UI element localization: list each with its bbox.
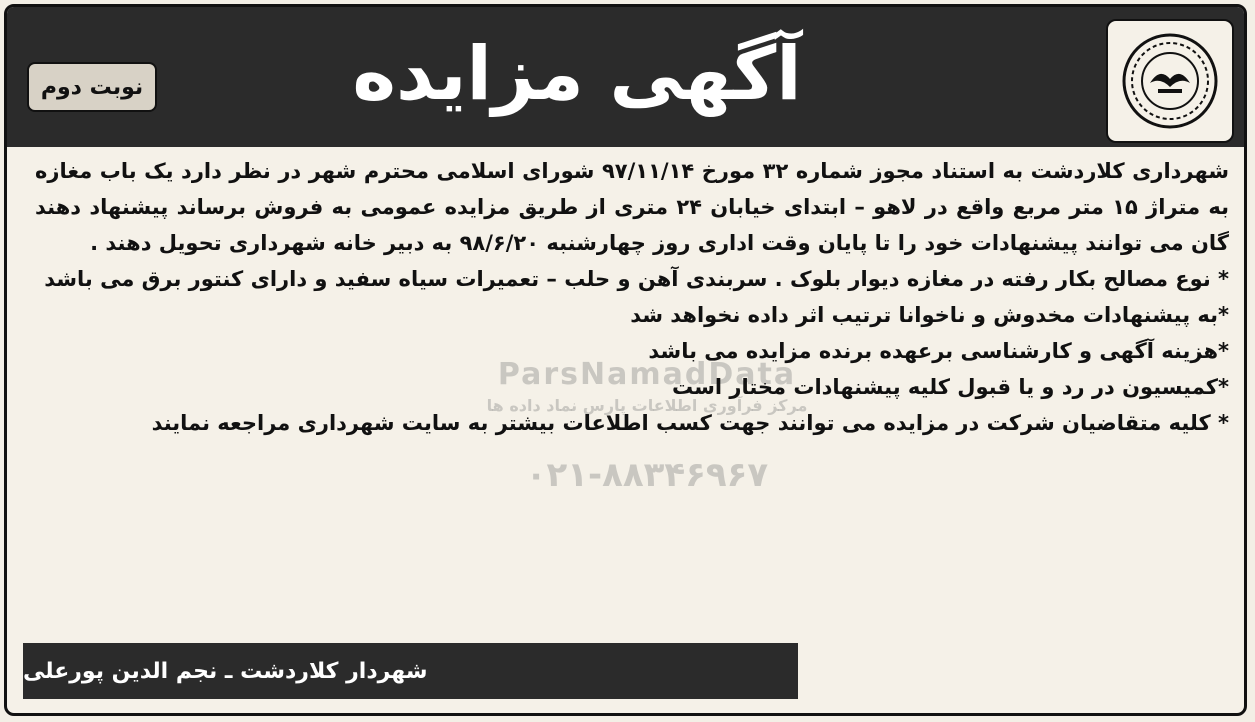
watermark-phone: ۰۲۱-۸۸۳۴۶۹۶۷ bbox=[525, 455, 769, 495]
commission-note: *کمیسیون در رد و یا قبول کلیه پیشنهادات مختار است bbox=[671, 375, 1229, 399]
invalid-offers-note: *به پیشنهادات مخدوش و ناخوانا ترتیب اثر داده نخواهد شد bbox=[630, 303, 1229, 327]
costs-note: *هزینه آگهی و کارشناسی برعهده برنده مزایده می باشد bbox=[648, 339, 1229, 363]
materials-note: * نوع مصالح بکار رفته در مغازه دیوار بلوک . سربندی آهن و حلب – تعمیرات سیاه سفید و دارای کنتور برق می باشد bbox=[44, 267, 1229, 291]
signature-text: شهردار کلاردشت ـ نجم الدین پورعلی bbox=[23, 658, 428, 684]
watermark-subtitle: مرکز فرآوری اطلاعات پارس نماد داده ها bbox=[486, 396, 808, 415]
header-band bbox=[7, 7, 1244, 147]
notice-title: آگهی مزایده bbox=[352, 31, 802, 117]
notice-frame bbox=[4, 4, 1247, 716]
round-badge: نوبت دوم bbox=[27, 62, 157, 112]
notice-body bbox=[35, 153, 1229, 633]
municipality-seal-icon bbox=[1106, 19, 1234, 143]
watermark-brand: ParsNamadData bbox=[497, 357, 797, 392]
signature-band bbox=[23, 643, 798, 699]
main-paragraph: شهرداری کلاردشت به استناد مجوز شماره ۳۲ مورخ ۹۷/۱۱/۱۴ شورای اسلامی محترم شهر در نظر دارد یک باب مغازه به متراژ ۱۵ متر مربع واقع در لاهو – ابتدای خیابان ۲۴ متری از طریق مزایده عمومی به فروش برساند پیشنهاد دهند گان می توانند پیشنهادات خود را تا پایان وقت اداری روز چهارشنبه ۹۸/۶/۲۰ به دبیر خانه شهرداری تحویل دهند . bbox=[35, 159, 1230, 255]
info-note: * کلیه متقاضیان شرکت در مزایده می توانند جهت کسب اطلاعات بیشتر به سایت شهرداری مراجعه نمایند bbox=[151, 411, 1229, 435]
